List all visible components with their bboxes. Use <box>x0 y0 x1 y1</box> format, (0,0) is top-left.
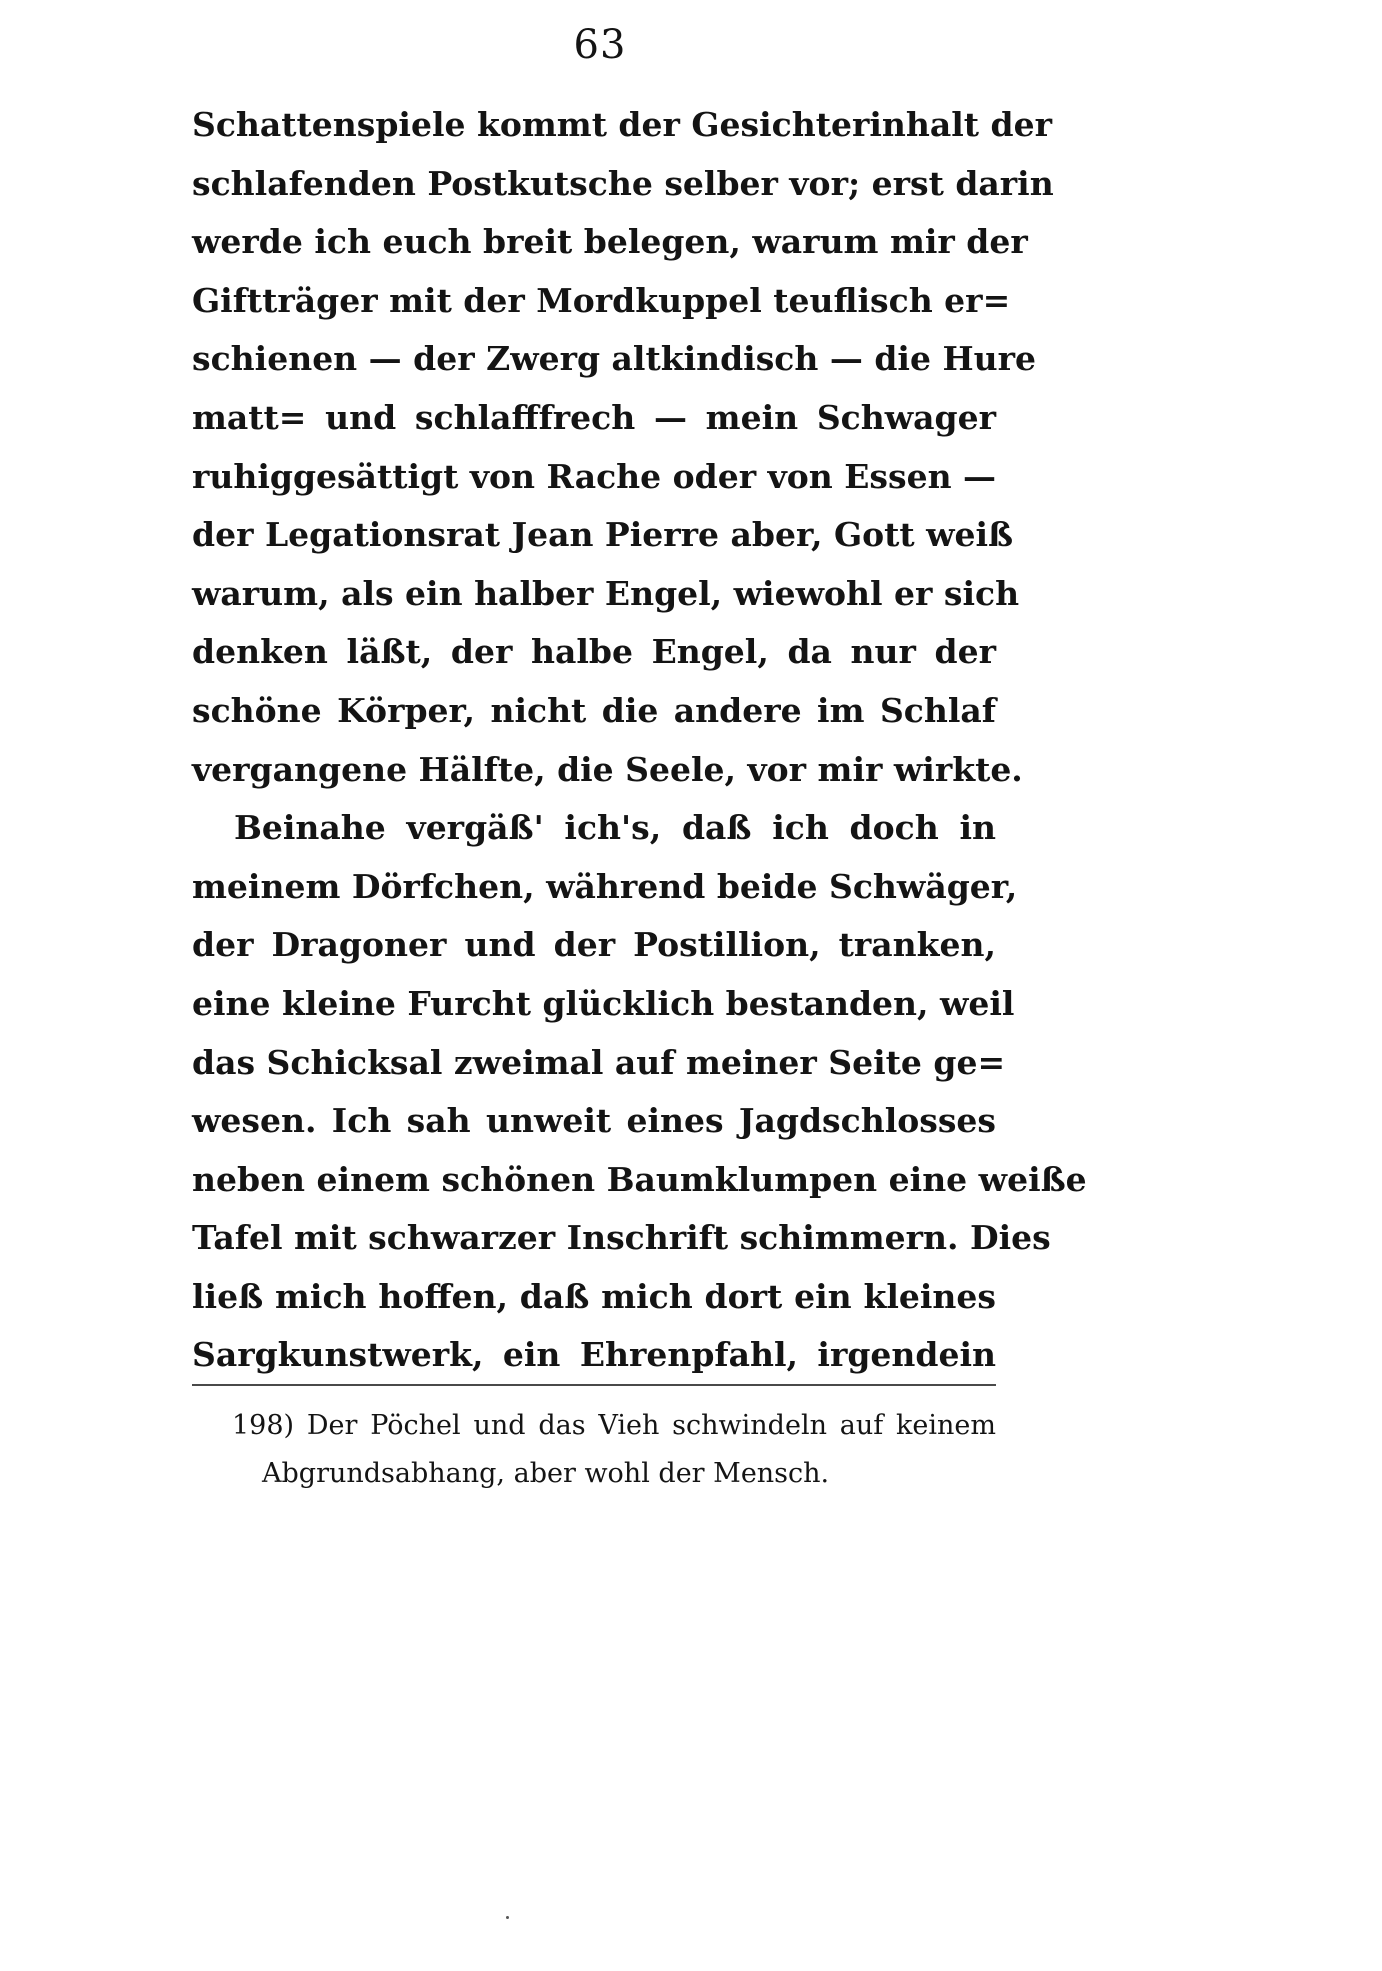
text-line: das Schicksal zweimal auf meiner Seite ge= <box>192 1042 1006 1082</box>
footnote-divider <box>192 1384 996 1386</box>
text-line: eine kleine Furcht glücklich bestanden, weil <box>192 983 1015 1023</box>
text-line: ließ mich hoffen, daß mich dort ein kleines <box>192 1276 996 1316</box>
paragraph-end-line: vergangene Hälfte, die Seele, vor mir wirkte. <box>192 749 1023 789</box>
text-line: meinem Dörfchen, während beide Schwäger, <box>192 866 1018 906</box>
text-line: neben einem schönen Baumklumpen eine weiße <box>192 1159 1087 1199</box>
page-number: 63 <box>573 22 627 68</box>
paragraph-start-line: Beinahe vergäß' ich's, daß ich doch in <box>234 808 996 848</box>
footnote <box>232 1402 996 1498</box>
footnote-line: Abgrundsabhang, aber wohl der Mensch. <box>262 1458 830 1489</box>
footnote-line: 198) Der Pöchel und das Vieh schwindeln auf keinem <box>232 1410 996 1441</box>
text-line: Tafel mit schwarzer Inschrift schimmern. Dies <box>192 1218 1051 1258</box>
text-line: schlafenden Postkutsche selber vor; erst darin <box>192 163 1054 203</box>
text-line: der Legationsrat Jean Pierre aber, Gott weiß <box>192 515 1014 555</box>
print-speck <box>506 1916 509 1919</box>
text-line: Schattenspiele kommt der Gesichterinhalt der <box>192 105 1052 144</box>
text-line: ruhiggesättigt von Rache oder von Essen — <box>192 456 997 496</box>
text-line: schienen — der Zwerg altkindisch — die Hure <box>192 339 1036 379</box>
text-line: denken läßt, der halbe Engel, da nur der <box>192 632 996 672</box>
text-line: werde ich euch breit belegen, warum mir der <box>192 222 1028 262</box>
text-line: matt= und schlafffrech — mein Schwager <box>192 397 996 437</box>
text-line: Giftträger mit der Mordkuppel teuflisch er= <box>192 280 1011 320</box>
text-line: der Dragoner und der Postillion, tranken, <box>192 925 996 965</box>
text-line: warum, als ein halber Engel, wiewohl er sich <box>192 573 1020 613</box>
body-text <box>192 96 1087 1385</box>
text-line: wesen. Ich sah unweit eines Jagdschlosses <box>192 1101 996 1141</box>
text-line: Sargkunstwerk, ein Ehrenpfahl, irgendein <box>192 1335 996 1375</box>
text-line: schöne Körper, nicht die andere im Schlaf <box>192 690 996 730</box>
